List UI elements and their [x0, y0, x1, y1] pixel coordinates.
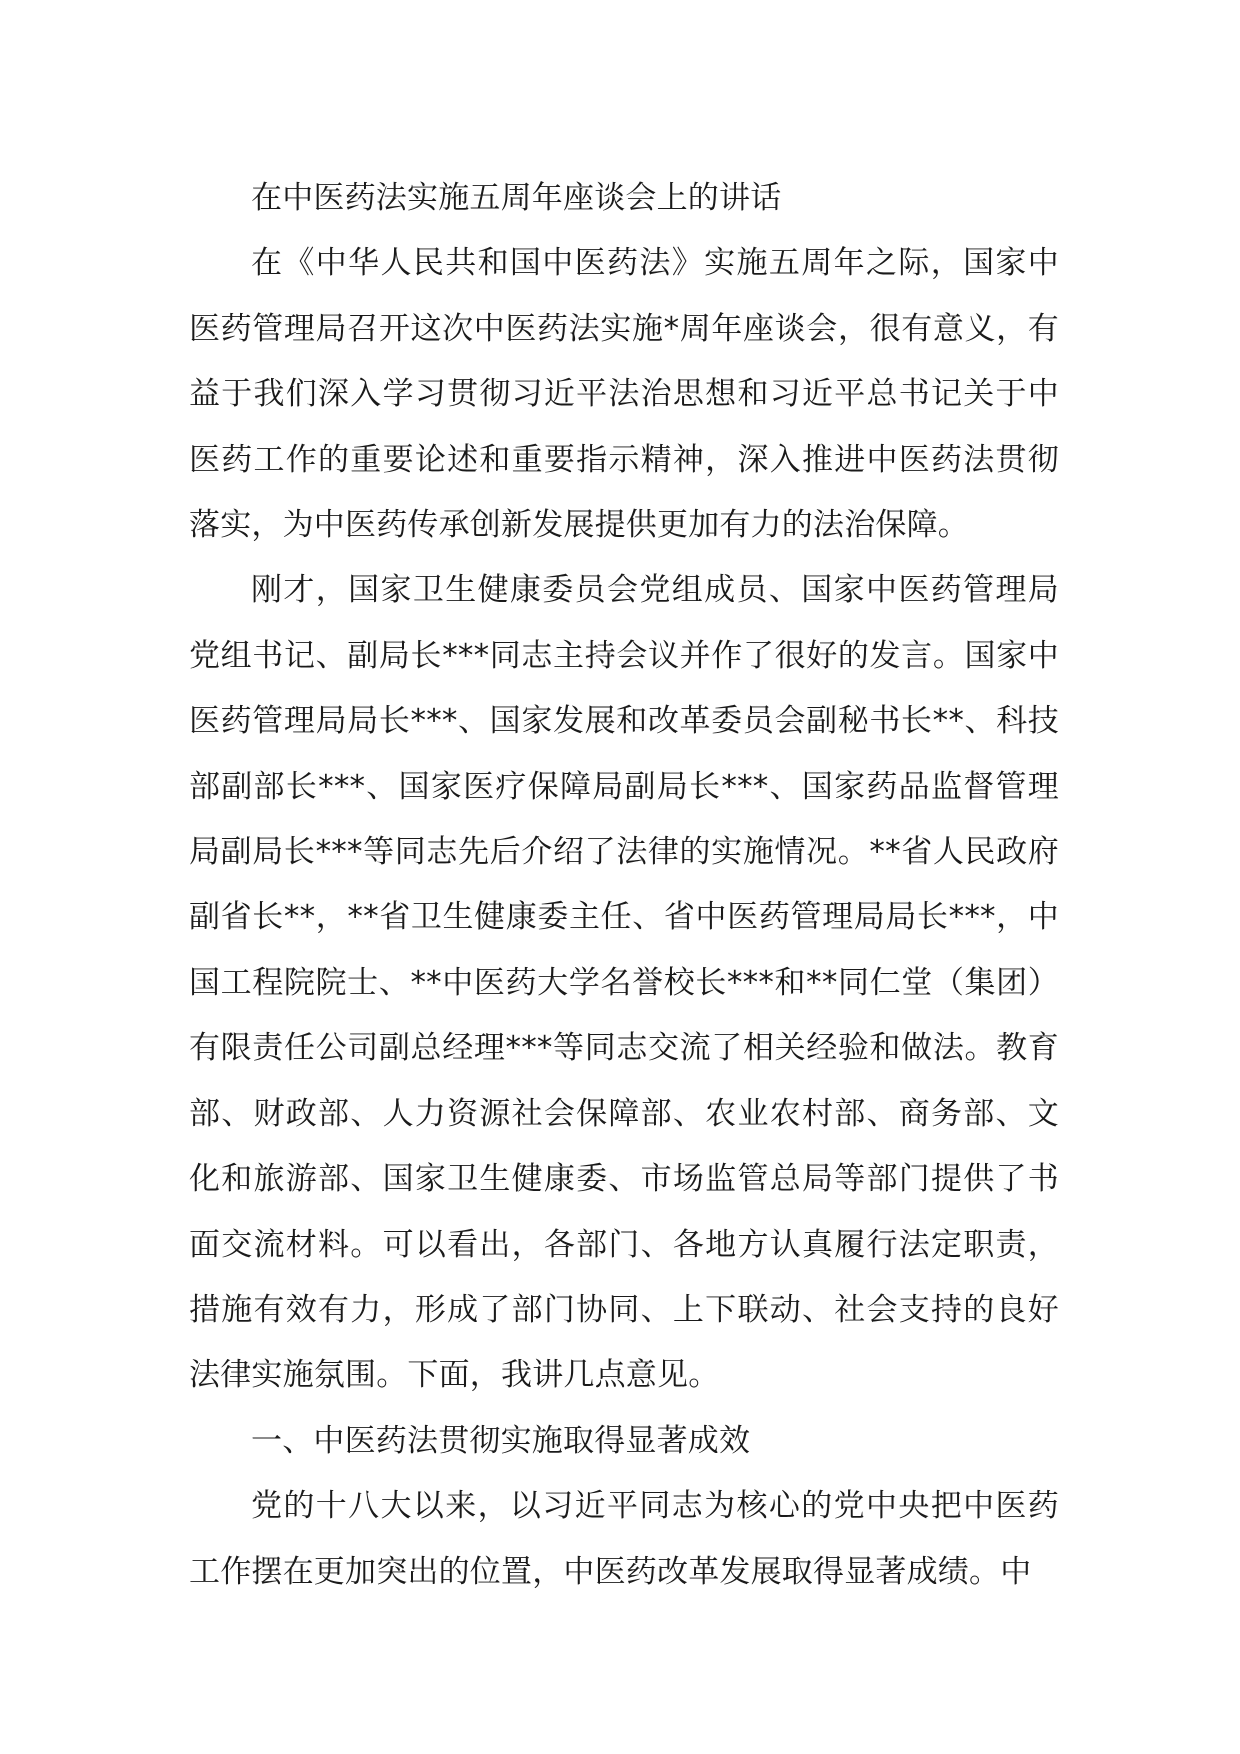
section-heading: 一、中医药法贯彻实施取得显著成效 — [251, 1422, 751, 1459]
paragraph-summary: 刚才，国家卫生健康委员会党组成员、国家中医药管理局党组书记、副局长***同志主持会议并作了很好的发言。国家中医药管理局局长***、国家发展和改革委员会副秘书长**、科技部副部长***、国家医疗保障局副局长***、国家药品监督管理局副局长***等同志先后介绍了法律的实施情况。**省人民政府副省长**，**省卫生健康委主任、省中医药管理局局长***，中国工程院院士、**中医药大学名誉校长***和**同仁堂（集团）有限责任公司副总经理***等同志交流了相关经验和做法。教育部、财政部、人力资源社会保障部、农业农村部、商务部、文化和旅游部、国家卫生健康委、市场监管总局等部门提供了书面交流材料。可以看出，各部门、各地方认真履行法定职责，措施有效有力，形成了部门协同、上下联动、社会支持的良好法律实施氛围。下面，我讲几点意见。 — [189, 572, 1059, 1394]
section-paragraph: 党的十八大以来，以习近平同志为核心的党中央把中医药工作摆在更加突出的位置，中医药改革发展取得显著成绩。中 — [189, 1488, 1059, 1590]
paragraph-opening: 在《中华人民共和国中医药法》实施五周年之际，国家中医药管理局召开这次中医药法实施*周年座谈会，很有意义，有益于我们深入学习贯彻习近平法治思想和习近平总书记关于中医药工作的重要论述和重要指示精神，深入推进中医药法贯彻落实，为中医药传承创新发展提供更加有力的法治保障。 — [189, 245, 1059, 544]
document-title: 在中医药法实施五周年座谈会上的讲话 — [251, 180, 782, 216]
document-body — [189, 166, 1059, 1605]
